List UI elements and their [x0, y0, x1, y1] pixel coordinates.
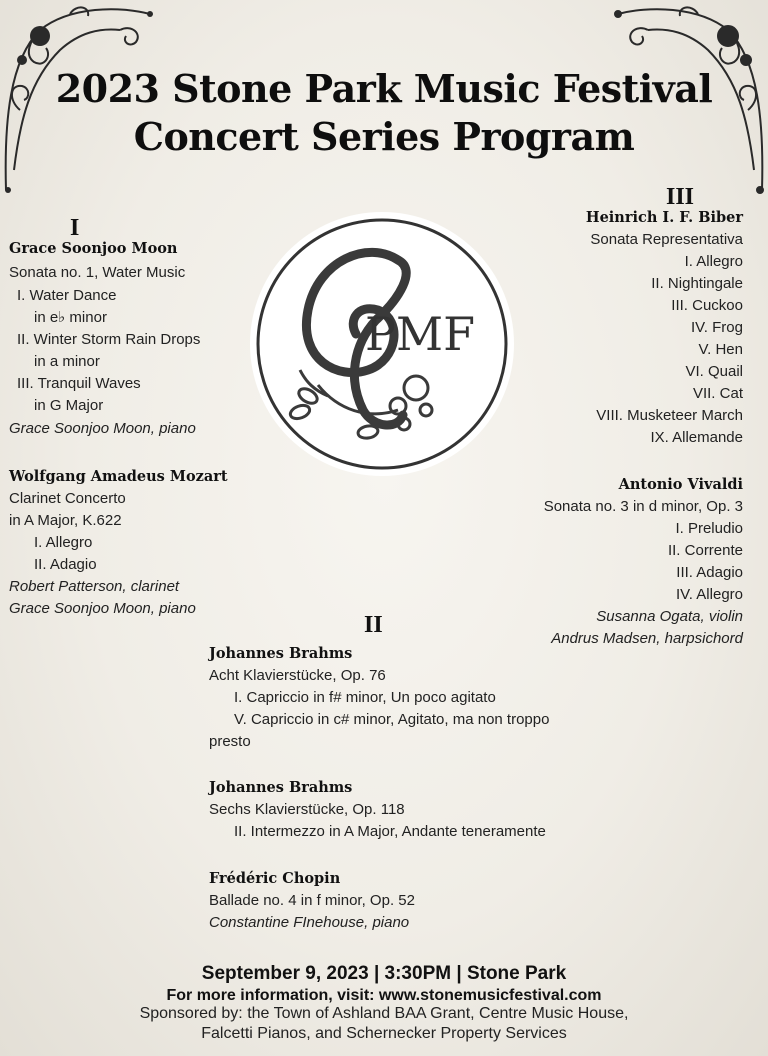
section-2-numeral: II [364, 612, 383, 638]
section-3-movement: VIII. Musketeer March [596, 407, 743, 424]
section-2-movement: V. Capriccio in c# minor, Agitato, ma non troppo [234, 711, 550, 728]
section-1-movement-key: in a minor [34, 353, 100, 370]
section-3-work-1: Sonata Representativa [590, 231, 743, 248]
section-1-movement-key: in e♭ minor [34, 309, 107, 326]
section-3-performer-2: Andrus Madsen, harpsichord [551, 630, 743, 647]
section-1-movement: I. Allegro [34, 534, 93, 551]
section-2-work-1: Acht Klavierstücke, Op. 76 [209, 667, 386, 684]
section-1-composer-1: Grace Soonjoo Moon [9, 240, 178, 257]
title-line-1: 2023 Stone Park Music Festival [55, 66, 713, 111]
event-date-location: September 9, 2023 | 3:30PM | Stone Park [201, 963, 567, 984]
section-1-movement: II. Adagio [34, 556, 97, 573]
section-1-composer-2: Wolfgang Amadeus Mozart [9, 468, 228, 485]
section-3-movement: III. Adagio [676, 564, 743, 581]
section-1-work-1: Sonata no. 1, Water Music [9, 264, 186, 281]
section-2-movement: II. Intermezzo in A Major, Andante teneramente [234, 823, 546, 840]
section-1-performer-3: Grace Soonjoo Moon, piano [9, 600, 196, 617]
section-3-movement: V. Hen [698, 341, 743, 358]
logo-monogram: PMF [365, 307, 475, 361]
section-1-movement: II. Winter Storm Rain Drops [17, 331, 201, 348]
section-1-performer-2: Robert Patterson, clarinet [9, 578, 180, 595]
section-2-performer: Constantine FInehouse, piano [209, 914, 410, 931]
section-1-performer-1: Grace Soonjoo Moon, piano [9, 420, 196, 437]
section-3-numeral: III [666, 184, 695, 210]
title-line-2: Concert Series Program [133, 114, 635, 159]
festival-logo [248, 210, 516, 478]
section-3-movement: II. Corrente [667, 542, 743, 559]
section-3-performer-1: Susanna Ogata, violin [596, 608, 743, 625]
section-3-movement: I. Allegro [684, 253, 743, 270]
section-2-work-2: Sechs Klavierstücke, Op. 118 [209, 801, 405, 818]
section-3-composer-1: Heinrich I. F. Biber [585, 209, 743, 226]
section-3-movement: IV. Allegro [676, 586, 743, 603]
section-3-movement: II. Nightingale [651, 275, 743, 292]
section-3-composer-2: Antonio Vivaldi [618, 476, 743, 493]
section-1-movement: III. Tranquil Waves [17, 375, 141, 392]
section-1-work-2-line-2: in A Major, K.622 [9, 512, 122, 529]
section-2-composer-2: Johannes Brahms [209, 779, 353, 796]
section-1-numeral: I [70, 215, 80, 241]
sponsor-line-2: Falcetti Pianos, and Schernecker Property Services [201, 1025, 567, 1042]
section-3-movement: I. Preludio [675, 520, 743, 537]
section-3-movement: VI. Quail [685, 363, 743, 380]
sponsor-line-1: Sponsored by: the Town of Ashland BAA Grant, Centre Music House, [139, 1005, 629, 1022]
section-1-movement: I. Water Dance [17, 287, 117, 304]
section-3-movement: III. Cuckoo [671, 297, 743, 314]
section-1-work-2-line-1: Clarinet Concerto [9, 490, 126, 507]
section-1-movement-key: in G Major [34, 397, 104, 414]
section-2-movement-continued: presto [209, 733, 251, 750]
section-2-composer-1: Johannes Brahms [209, 645, 353, 662]
info-line: For more information, visit: www.stonemusicfestival.com [166, 987, 602, 1004]
section-3-movement: IX. Allemande [650, 429, 743, 446]
section-3-movement: IV. Frog [691, 319, 743, 336]
section-3-work-2: Sonata no. 3 in d minor, Op. 3 [543, 498, 743, 515]
section-2-movement: I. Capriccio in f# minor, Un poco agitato [234, 689, 496, 706]
section-2-work-3: Ballade no. 4 in f minor, Op. 52 [209, 892, 415, 909]
section-3-movement: VII. Cat [692, 385, 743, 402]
section-2-composer-3: Frédéric Chopin [209, 870, 341, 887]
